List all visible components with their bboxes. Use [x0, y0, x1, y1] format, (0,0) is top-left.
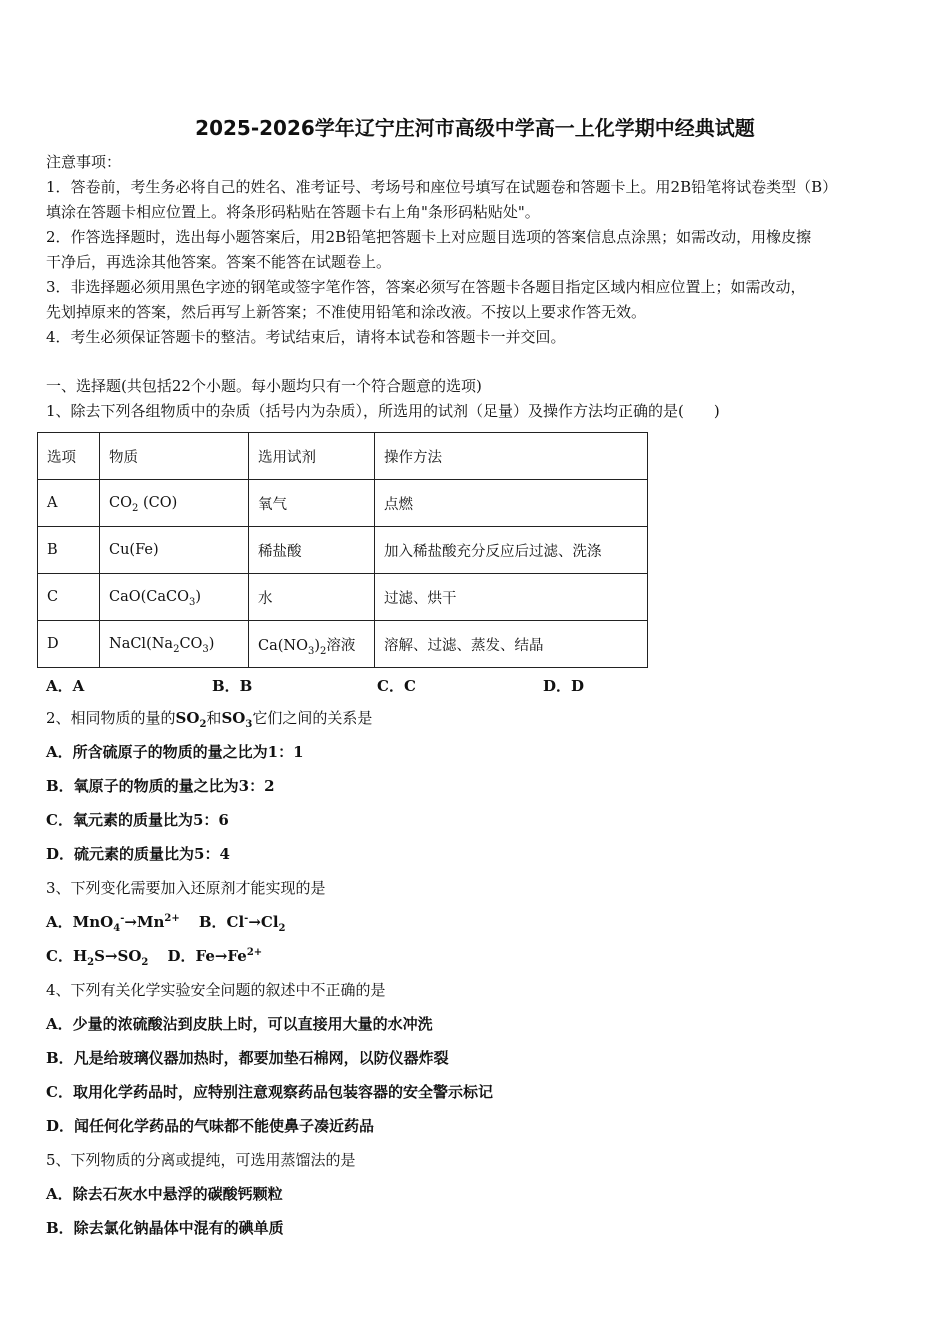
question-2-stem: 2、相同物质的量的$SO_2$和$SO_3$它们之间的关系是 — [46, 709, 373, 730]
table-cell: 加入稀盐酸充分反应后过滤、洗涤 — [375, 527, 648, 574]
notice-line: 2．作答选择题时，选出每小题答案后，用2B铅笔把答题卡上对应题目选项的答案信息点涂黑；如需改动，用橡皮擦 — [46, 228, 812, 246]
question-4-option-a[interactable]: A．少量的浓硫酸沾到皮肤上时，可以直接用大量的水冲洗 — [46, 1015, 433, 1033]
table-header-cell: 选用试剂 — [249, 433, 375, 480]
table-cell: CaO(CaCO$_3$) — [100, 574, 249, 621]
table-cell: $Ca(NO_3)_2$溶液 — [249, 621, 375, 668]
question-3-option-b[interactable]: B．$Cl^-\to Cl_2$ — [198, 913, 286, 934]
question-4-stem: 4、下列有关化学实验安全问题的叙述中不正确的是 — [46, 981, 386, 999]
question-2-option-c[interactable]: C．氧元素的质量比为5：6 — [46, 811, 229, 829]
question-3-option-d[interactable]: D．$Fe\to Fe^{2+}$ — [167, 947, 263, 965]
question-3-option-a[interactable]: A．$MnO_4^-\to Mn^{2+}$ — [46, 913, 180, 934]
table-row — [38, 621, 648, 668]
question-5-option-b[interactable]: B．除去氯化钠晶体中混有的碘单质 — [46, 1219, 284, 1237]
question-3-option-c[interactable]: C．$H_2S\to SO_2$ — [46, 947, 149, 968]
table-row — [38, 480, 648, 527]
table-header-cell: 物质 — [100, 433, 249, 480]
notice-line: 先划掉原来的答案，然后再写上新答案；不准使用铅笔和涂改液。不按以上要求作答无效。 — [46, 303, 647, 321]
notice-line: 1．答卷前，考生务必将自己的姓名、准考证号、考场号和座位号填写在试题卷和答题卡上。用2B铅笔将试卷类型（B） — [46, 178, 838, 196]
table-cell: $CO_2$ (CO) — [100, 480, 249, 527]
notice-line: 干净后，再选涂其他答案。答案不能答在试题卷上。 — [46, 253, 392, 271]
notice-line: 4．考生必须保证答题卡的整洁。考试结束后，请将本试卷和答题卡一并交回。 — [46, 328, 566, 346]
table-header-cell: 操作方法 — [375, 433, 648, 480]
table-cell: $NaCl(Na_2CO_3)$ — [100, 621, 249, 668]
question-1-stem: 1、除去下列各组物质中的杂质（括号内为杂质），所选用的试剂（足量）及操作方法均正确的是( ) — [46, 402, 720, 420]
notice-line: 3．非选择题必须用黑色字迹的钢笔或签字笔作答，答案必须写在答题卡各题目指定区域内相应位置上；如需改动， — [46, 278, 806, 296]
question-4-option-d[interactable]: D．闻任何化学药品的气味都不能使鼻子凑近药品 — [46, 1117, 375, 1135]
answer-option[interactable]: C．C — [377, 677, 416, 695]
question-2-option-b[interactable]: B．氧原子的物质的量之比为3：2 — [46, 777, 275, 795]
table-cell: 氧气 — [249, 480, 375, 527]
table-header-cell: 选项 — [38, 433, 100, 480]
section-heading: 一、选择题(共包括22个小题。每小题均只有一个符合题意的选项) — [46, 377, 482, 395]
table-cell: 过滤、烘干 — [375, 574, 648, 621]
question-4-option-c[interactable]: C．取用化学药品时，应特别注意观察药品包装容器的安全警示标记 — [46, 1083, 493, 1101]
question-3-options-cd — [46, 946, 262, 966]
table-cell: 稀盐酸 — [249, 527, 375, 574]
answer-option[interactable]: B．B — [212, 677, 253, 695]
answer-option[interactable]: A．A — [46, 677, 85, 695]
table-cell: D — [38, 621, 100, 668]
question-4-option-b[interactable]: B．凡是给玻璃仪器加热时，都要加垫石棉网，以防仪器炸裂 — [46, 1049, 449, 1067]
table-cell: A — [38, 480, 100, 527]
answer-option[interactable]: D．D — [543, 677, 585, 695]
table-cell: C — [38, 574, 100, 621]
question-2-option-a[interactable]: A．所含硫原子的物质的量之比为1：1 — [46, 743, 304, 761]
question-3-options-ab — [46, 912, 286, 932]
table-cell: B — [38, 527, 100, 574]
table-row — [38, 527, 648, 574]
table-header-row — [38, 433, 648, 480]
table-cell: 溶解、过滤、蒸发、结晶 — [375, 621, 648, 668]
notice-line: 填涂在答题卡相应位置上。将条形码粘贴在答题卡右上角"条形码粘贴处"。 — [46, 203, 540, 221]
page-title: 2025-2026学年辽宁庄河市高级中学高一上化学期中经典试题 — [195, 116, 755, 140]
question-2-option-d[interactable]: D．硫元素的质量比为5：4 — [46, 845, 230, 863]
question-1-table — [37, 432, 648, 668]
question-5-stem: 5、下列物质的分离或提纯，可选用蒸馏法的是 — [46, 1151, 356, 1169]
table-row — [38, 574, 648, 621]
table-cell: Cu(Fe) — [100, 527, 249, 574]
notice-heading: 注意事项： — [46, 153, 122, 171]
table-cell: 水 — [249, 574, 375, 621]
question-3-stem: 3、下列变化需要加入还原剂才能实现的是 — [46, 879, 326, 897]
question-5-option-a[interactable]: A．除去石灰水中悬浮的碳酸钙颗粒 — [46, 1185, 283, 1203]
table-cell: 点燃 — [375, 480, 648, 527]
